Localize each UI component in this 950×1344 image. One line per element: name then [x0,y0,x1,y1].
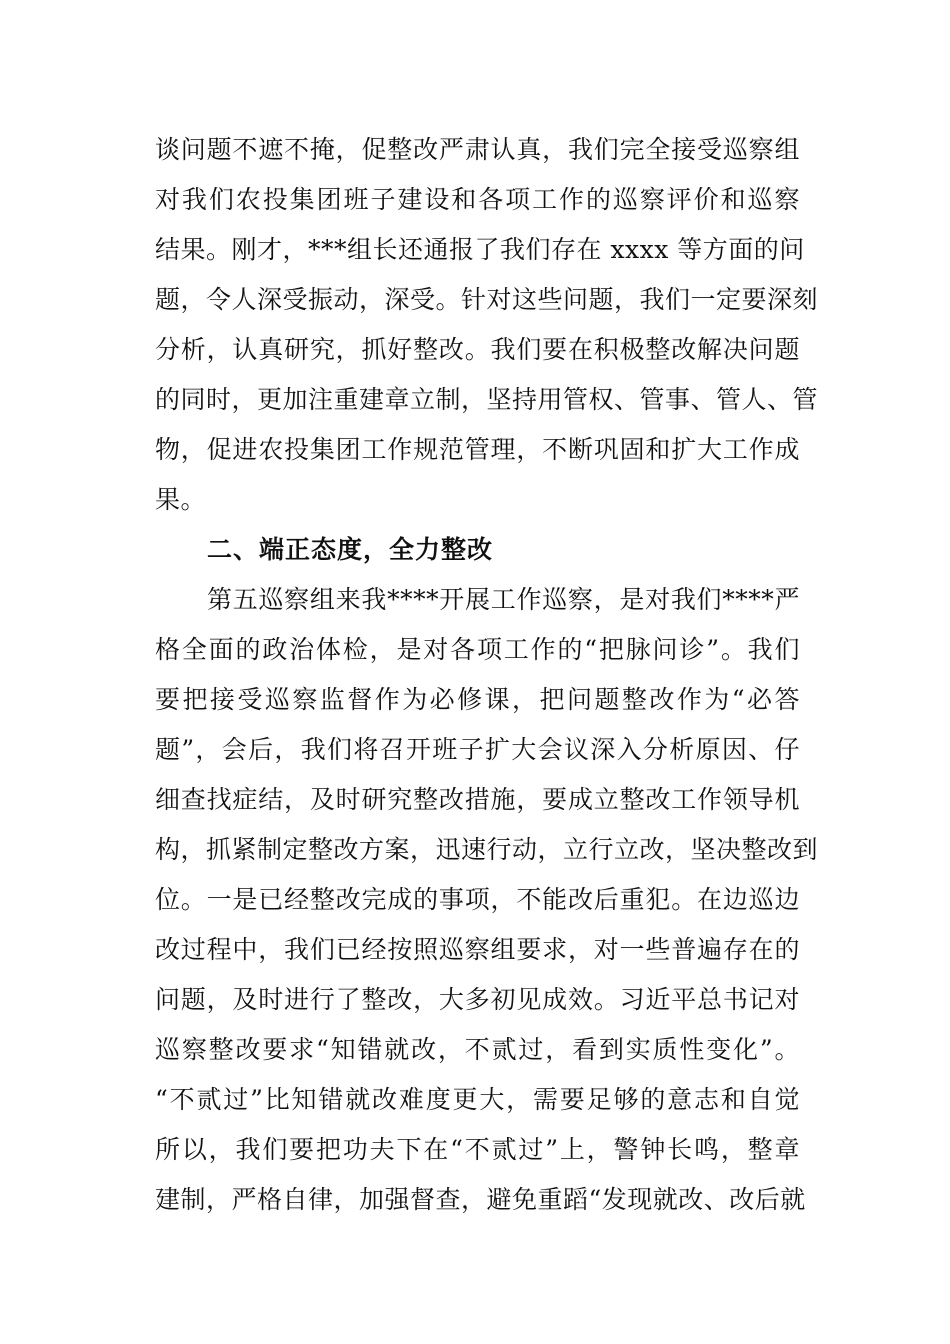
paragraph-line: 物，促进农投集团工作规范管理，不断巩固和扩大工作成 [155,435,800,464]
paragraph-line: 要把接受巡察监督作为必修课，把问题整改作为“必答 [155,685,800,714]
paragraph-line: 对我们农投集团班子建设和各项工作的巡察评价和巡察 [155,185,800,214]
paragraph-line: 格全面的政治体检，是对各项工作的“把脉问诊”。我们 [155,635,800,664]
paragraph-line: 谈问题不遮不掩，促整改严肃认真，我们完全接受巡察组 [155,135,800,164]
paragraph-line: 的同时，更加注重建章立制，坚持用管权、管事、管人、管 [155,385,819,414]
paragraph-line: 题”，会后，我们将召开班子扩大会议深入分析原因、仔 [155,735,800,764]
paragraph-line: 果。 [155,485,207,514]
paragraph-line: 位。一是已经整改完成的事项，不能改后重犯。在边巡边 [155,885,800,914]
section-heading: 二、端正态度，全力整改 [207,535,494,564]
paragraph-line: 细查找症结，及时研究整改措施，要成立整改工作领导机 [155,785,800,814]
paragraph-line: 第五巡察组来我****开展工作巡察，是对我们****严 [207,585,800,614]
paragraph-line: 构，抓紧制定整改方案，迅速行动，立行立改，坚决整改到 [155,835,819,864]
paragraph-line: 结果。刚才，***组长还通报了我们存在 xxxx 等方面的问 [155,235,805,264]
paragraph-line: 分析，认真研究，抓好整改。我们要在积极整改解决问题 [155,335,800,364]
paragraph-line: “不贰过”比知错就改难度更大，需要足够的意志和自觉 [155,1085,800,1114]
paragraph-line: 巡察整改要求“知错就改，不贰过，看到实质性变化”。 [155,1035,800,1064]
paragraph-line: 建制，严格自律，加强督查，避免重蹈“发现就改、改后就 [155,1185,806,1214]
paragraph-line: 题，令人深受振动，深受。针对这些问题，我们一定要深刻 [155,285,819,314]
paragraph-line: 改过程中，我们已经按照巡察组要求，对一些普遍存在的 [155,935,800,964]
paragraph-line: 所以，我们要把功夫下在“不贰过”上，警钟长鸣，整章 [155,1135,800,1164]
paragraph-line: 问题，及时进行了整改，大多初见成效。习近平总书记对 [155,985,800,1014]
